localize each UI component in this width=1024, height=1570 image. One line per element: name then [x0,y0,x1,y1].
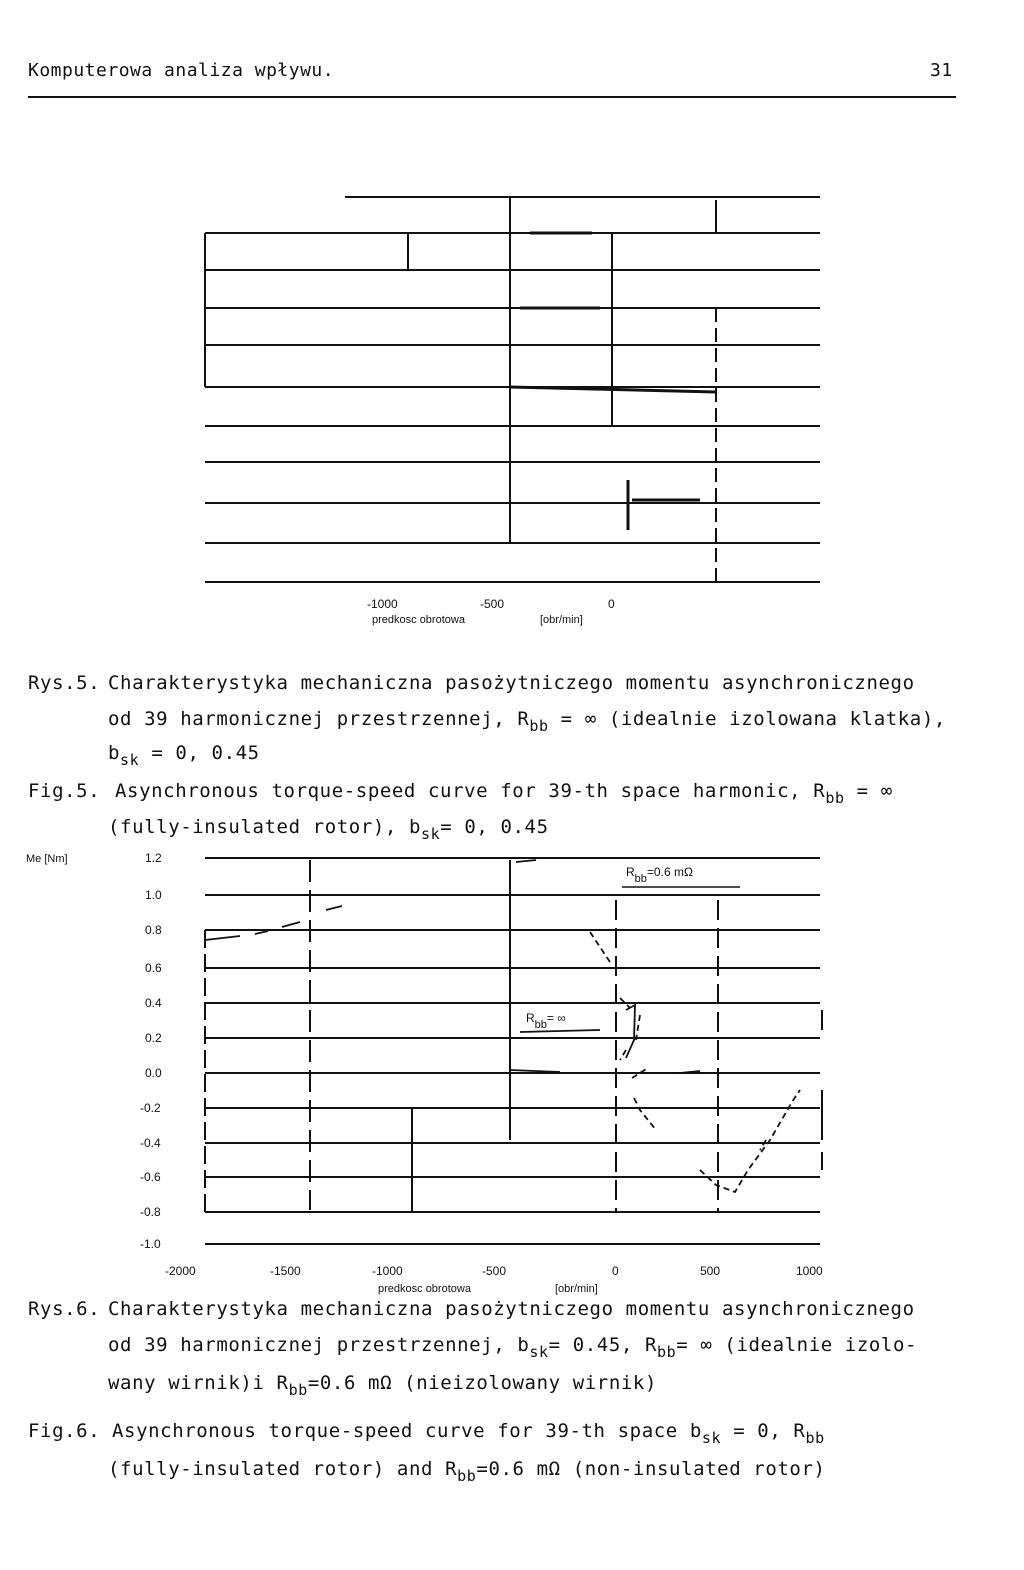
fig6-ytick: 1.2 [145,851,162,865]
fig6-ytick: -0.8 [140,1205,161,1219]
fig6-xlabel: predkosc obrotowa [378,1283,471,1295]
fig6-xunit: [obr/min] [555,1283,598,1295]
fig6-ytick: 0.8 [145,923,162,937]
fig6-xtick: -1000 [372,1264,403,1278]
fig6-ytick: -0.6 [140,1170,161,1184]
caption-5-pl-line2: od 39 harmonicznej przestrzennej, $R_{bb}$ = ∞ (idealnie izolowana klatka), [108,708,946,735]
fig6-ytick: 0.4 [145,996,162,1010]
fig5-xunit: [obr/min] [540,614,583,626]
caption-5-pl-line1: Charakterystyka mechaniczna pasożytniczego momentu asynchronicznego [108,672,915,694]
running-header-title: Komputerowa analiza wpływu. [28,60,335,81]
figure-5-grid [205,197,820,582]
caption-5-en-line1: Asynchronous torque-speed curve for 39-th space harmonic, $R_{bb}$ = ∞ [115,780,893,807]
caption-6-pl-label: Rys.6. [28,1298,101,1320]
fig6-ytick: 0.6 [145,961,162,975]
fig6-xtick: -1500 [270,1264,301,1278]
caption-6-en-line2: (fully-insulated rotor) and $R_{bb}=0.6$ mΩ (non-insulated rotor) [108,1458,826,1485]
figure-6-grid [205,858,822,1244]
figure-5-plot [0,0,1024,660]
annotation-rbb-inf: Rbb= ∞ [526,1011,566,1031]
fig6-xtick: -500 [482,1264,507,1278]
fig6-xtick: 0 [612,1264,619,1278]
fig6-ytick: -1.0 [140,1237,161,1251]
caption-6-pl-line3: wany wirnik)i $R_{bb}=0.6$ mΩ (nieizolowany wirnik) [108,1372,657,1399]
fig6-ytick: 0.2 [145,1031,162,1045]
figure-6-yticks [26,851,162,1251]
caption-6-pl-line2: od 39 harmonicznej przestrzennej, $b_{sk}= 0.45$, $R_{bb}=$ ∞ (idealnie izolo- [108,1334,918,1361]
fig5-xlabel: predkosc obrotowa [372,614,465,626]
fig6-xtick: 500 [700,1264,721,1278]
caption-5-pl-label: Rys.5. [28,672,101,694]
fig6-ytick: -0.2 [140,1101,161,1115]
fig6-xtick: -2000 [165,1264,196,1278]
figure-6-xticks [165,1264,823,1295]
fig5-xtick: -1000 [367,597,398,611]
fig6-xtick: 1000 [796,1264,823,1278]
caption-5-pl-line3: $b_{sk} = 0$, 0.45 [108,742,260,769]
annotation-rbb-06: Rbb=0.6 mΩ [626,865,693,885]
fig5-xtick: 0 [608,597,615,611]
caption-6-en-line1: Asynchronous torque-speed curve for 39-th space $b_{sk} = 0$, $R_{bb}$ [112,1420,825,1447]
fig6-ylabel: Me [Nm] [26,853,68,865]
caption-5-en-label: Fig.5. [28,780,101,802]
fig6-ytick: 0.0 [145,1066,162,1080]
caption-6-pl-line1: Charakterystyka mechaniczna pasożytniczego momentu asynchronicznego [108,1298,915,1320]
caption-6-en-label: Fig.6. [28,1420,101,1442]
caption-5-en-line2: (fully-insulated rotor), $b_{sk}= 0$, 0.45 [108,816,549,843]
fig6-ytick: -0.4 [140,1136,161,1150]
fig6-ytick: 1.0 [145,888,162,902]
page-number: 31 [930,60,953,81]
fig5-xtick: -500 [480,597,505,611]
